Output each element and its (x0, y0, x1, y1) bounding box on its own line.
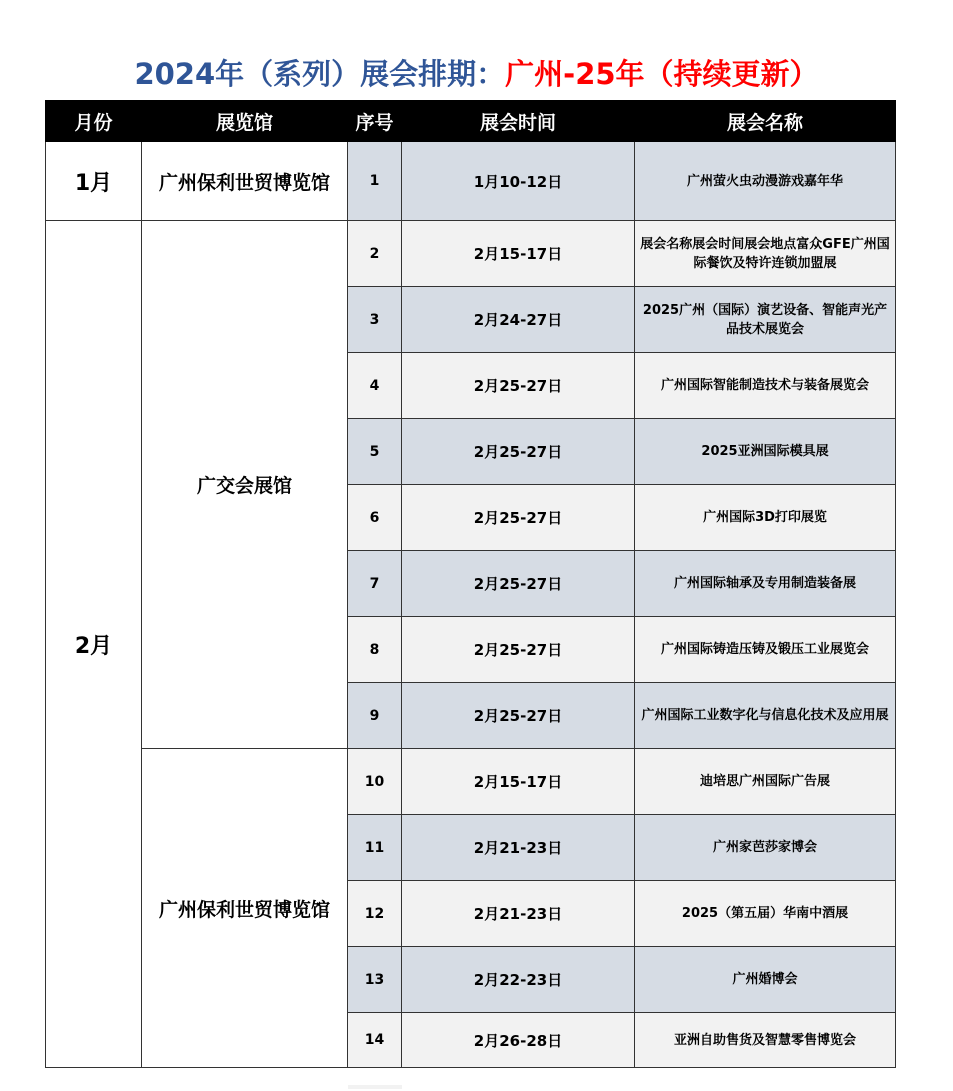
number-cell: 2 (348, 221, 402, 287)
header-name: 展会名称 (635, 101, 896, 142)
exhibition-name-cell: 2025（第五届）华南中酒展 (635, 881, 896, 947)
table-header-row (46, 101, 896, 142)
date-cell: 2月21-23日 (402, 815, 635, 881)
header-venue: 展览馆 (142, 101, 348, 142)
number-cell: 14 (348, 1013, 402, 1068)
month-cell: 2月 (46, 221, 142, 1068)
exhibition-name-cell: 广州国际轴承及专用制造装备展 (635, 551, 896, 617)
title-series: 2024年（系列）展会排期： (134, 57, 506, 91)
date-cell: 2月26-28日 (402, 1013, 635, 1068)
table-row (46, 749, 896, 815)
exhibition-name-cell: 广州国际工业数字化与信息化技术及应用展 (635, 683, 896, 749)
header-month: 月份 (46, 101, 142, 142)
date-cell: 2月25-27日 (402, 419, 635, 485)
venue-cell: 广交会展馆 (142, 221, 348, 749)
date-cell: 2月25-27日 (402, 551, 635, 617)
number-cell: 5 (348, 419, 402, 485)
exhibition-name-cell: 亚洲自助售货及智慧零售博览会 (635, 1013, 896, 1068)
title-city: 广州-25年（持续更新） (505, 57, 819, 91)
number-cell: 12 (348, 881, 402, 947)
date-cell: 2月22-23日 (402, 947, 635, 1013)
number-cell: 8 (348, 617, 402, 683)
table-row (46, 221, 896, 287)
exhibition-name-cell: 广州婚博会 (635, 947, 896, 1013)
next-row-hint (348, 1085, 402, 1089)
exhibition-name-cell: 广州家芭莎家博会 (635, 815, 896, 881)
number-cell: 4 (348, 353, 402, 419)
header-number: 序号 (348, 101, 402, 142)
number-cell: 6 (348, 485, 402, 551)
exhibition-name-cell: 迪培思广州国际广告展 (635, 749, 896, 815)
date-cell: 2月15-17日 (402, 749, 635, 815)
date-cell: 2月25-27日 (402, 353, 635, 419)
exhibition-name-cell: 广州国际铸造压铸及锻压工业展览会 (635, 617, 896, 683)
exhibition-name-cell: 2025亚洲国际模具展 (635, 419, 896, 485)
number-cell: 13 (348, 947, 402, 1013)
number-cell: 7 (348, 551, 402, 617)
date-cell: 2月25-27日 (402, 617, 635, 683)
date-cell: 2月25-27日 (402, 683, 635, 749)
date-cell: 2月25-27日 (402, 485, 635, 551)
date-cell: 2月24-27日 (402, 287, 635, 353)
exhibition-name-cell: 展会名称展会时间展会地点富众GFE广州国际餐饮及特许连锁加盟展 (635, 221, 896, 287)
date-cell: 2月21-23日 (402, 881, 635, 947)
table-row (46, 142, 896, 221)
number-cell: 3 (348, 287, 402, 353)
number-cell: 1 (348, 142, 402, 221)
number-cell: 11 (348, 815, 402, 881)
header-date: 展会时间 (402, 101, 635, 142)
date-cell: 2月15-17日 (402, 221, 635, 287)
number-cell: 10 (348, 749, 402, 815)
page-title (0, 48, 953, 100)
date-cell: 1月10-12日 (402, 142, 635, 221)
venue-cell: 广州保利世贸博览馆 (142, 142, 348, 221)
venue-cell: 广州保利世贸博览馆 (142, 749, 348, 1068)
month-cell: 1月 (46, 142, 142, 221)
exhibition-schedule-table (45, 100, 896, 1068)
exhibition-name-cell: 2025广州（国际）演艺设备、智能声光产品技术展览会 (635, 287, 896, 353)
exhibition-name-cell: 广州国际3D打印展览 (635, 485, 896, 551)
number-cell: 9 (348, 683, 402, 749)
exhibition-name-cell: 广州国际智能制造技术与装备展览会 (635, 353, 896, 419)
exhibition-name-cell: 广州萤火虫动漫游戏嘉年华 (635, 142, 896, 221)
